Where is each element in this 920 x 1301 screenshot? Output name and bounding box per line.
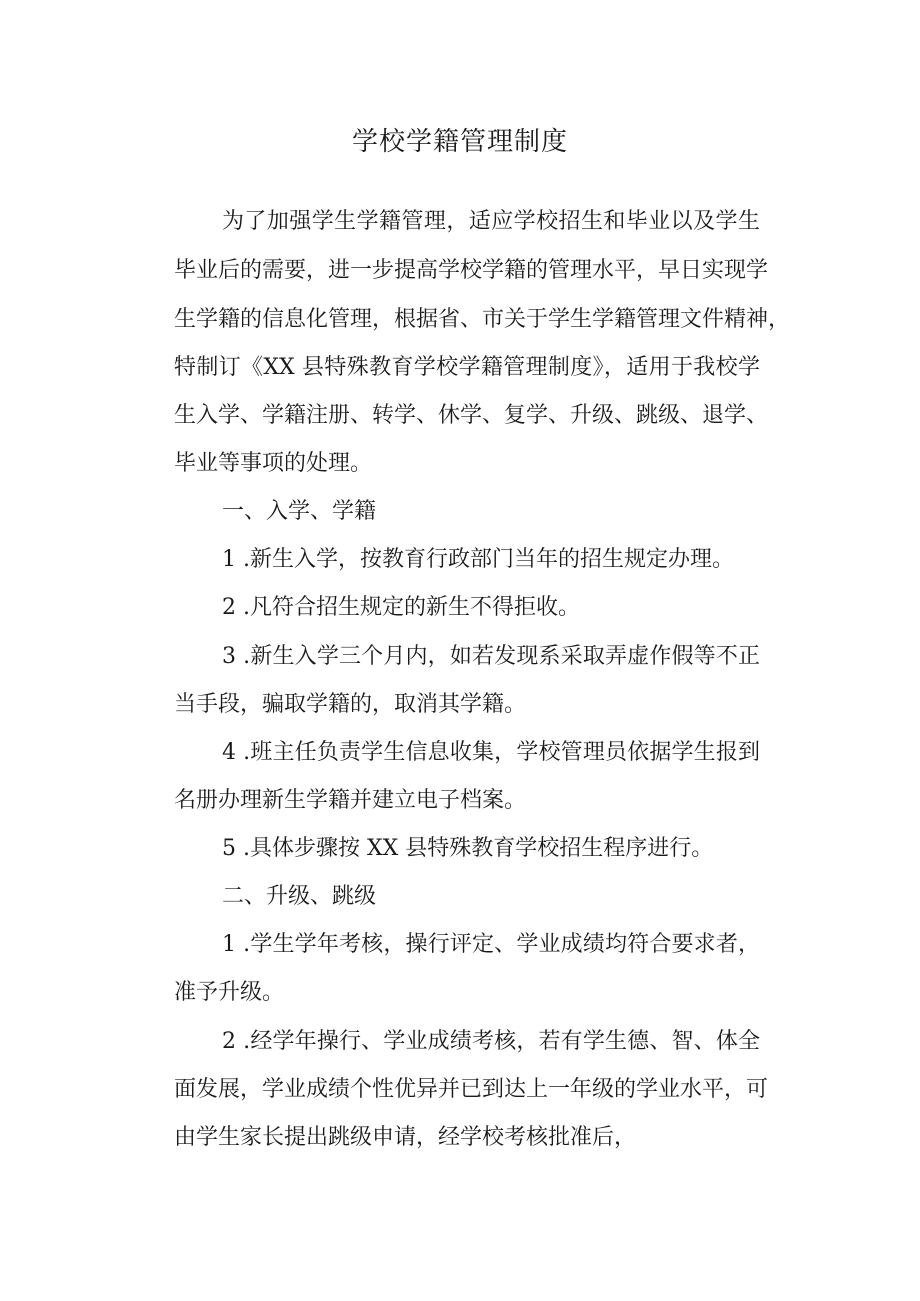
section-heading-enrollment: 一、入学、学籍 bbox=[222, 499, 377, 524]
list-item: 2 .经学年操行、学业成绩考核，若有学生德、智、体全 bbox=[222, 1029, 760, 1054]
list-item: 2 .凡符合招生规定的新生不得拒收。 bbox=[222, 595, 580, 620]
list-item-continuation: 当手段，骗取学籍的，取消其学籍。 bbox=[174, 692, 527, 717]
intro-line: 毕业后的需要，进一步提高学校学籍的管理水平，早日实现学 bbox=[174, 258, 769, 283]
list-item-continuation: 名册办理新生学籍并建立电子档案。 bbox=[174, 788, 527, 813]
list-item: 5 .具体步骤按 XX 县特殊教育学校招生程序进行。 bbox=[222, 836, 714, 861]
intro-line: 生入学、学籍注册、转学、休学、复学、升级、跳级、退学、 bbox=[174, 403, 769, 428]
document-title: 学校学籍管理制度 bbox=[351, 127, 568, 157]
list-item: 1 .新生入学，按教育行政部门当年的招生规定办理。 bbox=[222, 547, 734, 572]
list-item: 4 .班主任负责学生信息收集，学校管理员依据学生报到 bbox=[222, 740, 760, 765]
intro-line: 生学籍的信息化管理，根据省、市关于学生学籍管理文件精神， bbox=[174, 307, 791, 332]
list-item: 3 .新生入学三个月内，如若发现系采取弄虚作假等不正 bbox=[222, 644, 760, 669]
list-item-continuation: 面发展，学业成绩个性优异并已到达上一年级的学业水平，可 bbox=[174, 1077, 769, 1102]
intro-line: 特制订《XX 县特殊教育学校学籍管理制度》，适用于我校学 bbox=[174, 355, 760, 380]
intro-line: 毕业等事项的处理。 bbox=[174, 451, 373, 476]
list-item: 1 .学生学年考核，操行评定、学业成绩均符合要求者， bbox=[222, 932, 760, 957]
list-item-continuation: 准予升级。 bbox=[174, 980, 285, 1005]
intro-line: 为了加强学生学籍管理，适应学校招生和毕业以及学生 bbox=[222, 209, 760, 234]
list-item-continuation: 由学生家长提出跳级申请，经学校考核批准后， bbox=[174, 1125, 637, 1150]
section-heading-promotion: 二、升级、跳级 bbox=[222, 884, 377, 909]
